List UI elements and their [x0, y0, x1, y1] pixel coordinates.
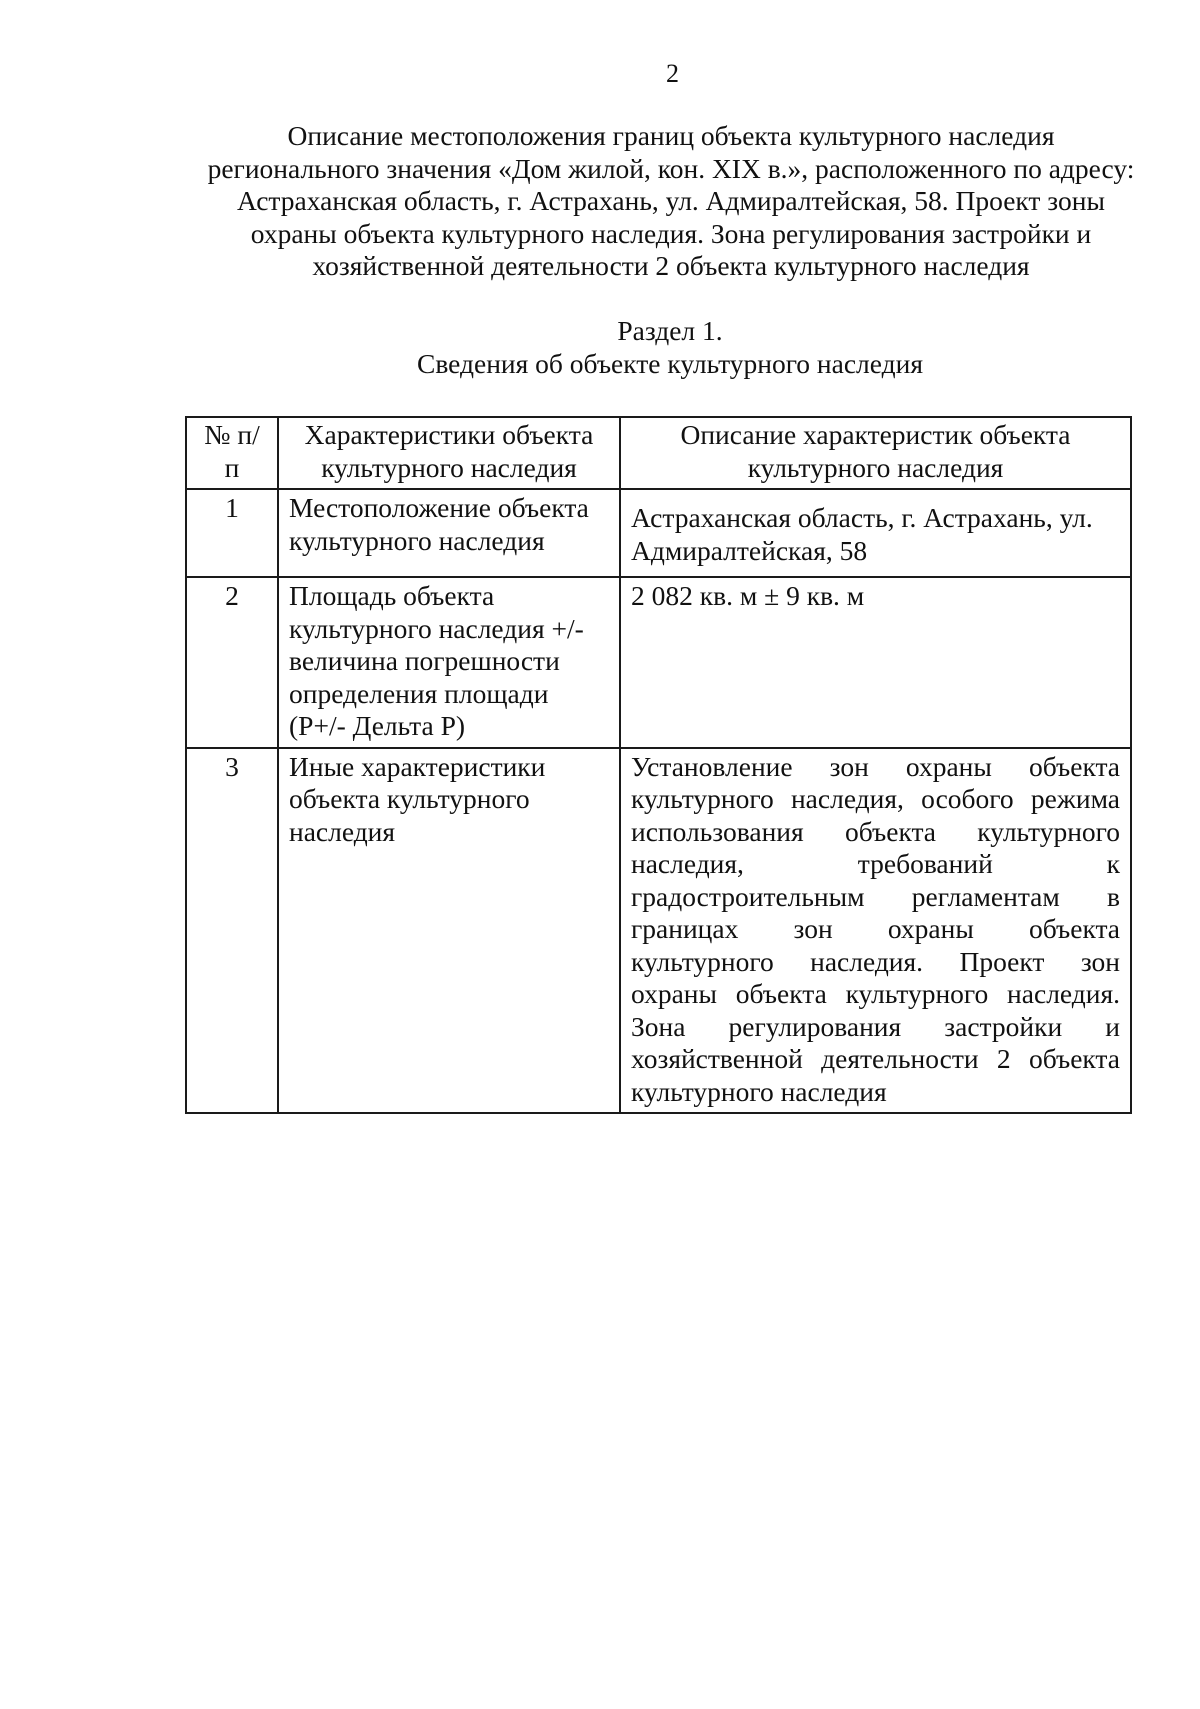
row-num: 3 — [186, 748, 278, 1114]
row-num: 1 — [186, 489, 278, 577]
header-description: Описание характеристик объекта культурного наследия — [620, 417, 1131, 489]
section-heading — [300, 315, 1040, 380]
heritage-info-table — [185, 416, 1132, 1114]
table-row — [186, 748, 1131, 1114]
row-num: 2 — [186, 577, 278, 748]
row-characteristic: Площадь объекта культурного наследия +/- величина погрешности определения площади (Р+/- Дельта Р) — [278, 577, 620, 748]
row-description: Астраханская область, г. Астрахань, ул. Адмиралтейская, 58 — [620, 489, 1131, 577]
table-row — [186, 577, 1131, 748]
document-title: Описание местоположения границ объекта культурного наследия регионального значения «Дом жилой, кон. XIX в.», расположенного по адресу: Астраханская область, г. Астрахань, ул. Адмиралтейская, 58. Проект зоны охраны объекта культурного наследия. Зона регулирования застройки и хозяйственной деятельности 2 объекта культурного наследия — [207, 120, 1135, 281]
row-description: 2 082 кв. м ± 9 кв. м — [620, 577, 1131, 748]
table-row — [186, 489, 1131, 577]
section-title: Сведения об объекте культурного наследия — [417, 347, 923, 379]
header-characteristic: Характеристики объекта культурного наследия — [278, 417, 620, 489]
row-description: Установление зон охраны объекта культурного наследия, особого режима использования объекта культурного наследия, требований к градостроительным регламентам в границах зон охраны объекта культурного наследия. Проект зон охраны объекта культурного наследия. Зона регулирования застройки и хозяйственной деятельности 2 объекта культурного наследия — [620, 748, 1131, 1114]
page-number: 2 — [666, 59, 679, 88]
table-header-row — [186, 417, 1131, 489]
section-label: Раздел 1. — [617, 315, 723, 346]
row-characteristic: Иные характеристики объекта культурного наследия — [278, 748, 620, 1114]
header-num: № п/п — [186, 417, 278, 489]
row-characteristic: Местоположение объекта культурного наследия — [278, 489, 620, 577]
